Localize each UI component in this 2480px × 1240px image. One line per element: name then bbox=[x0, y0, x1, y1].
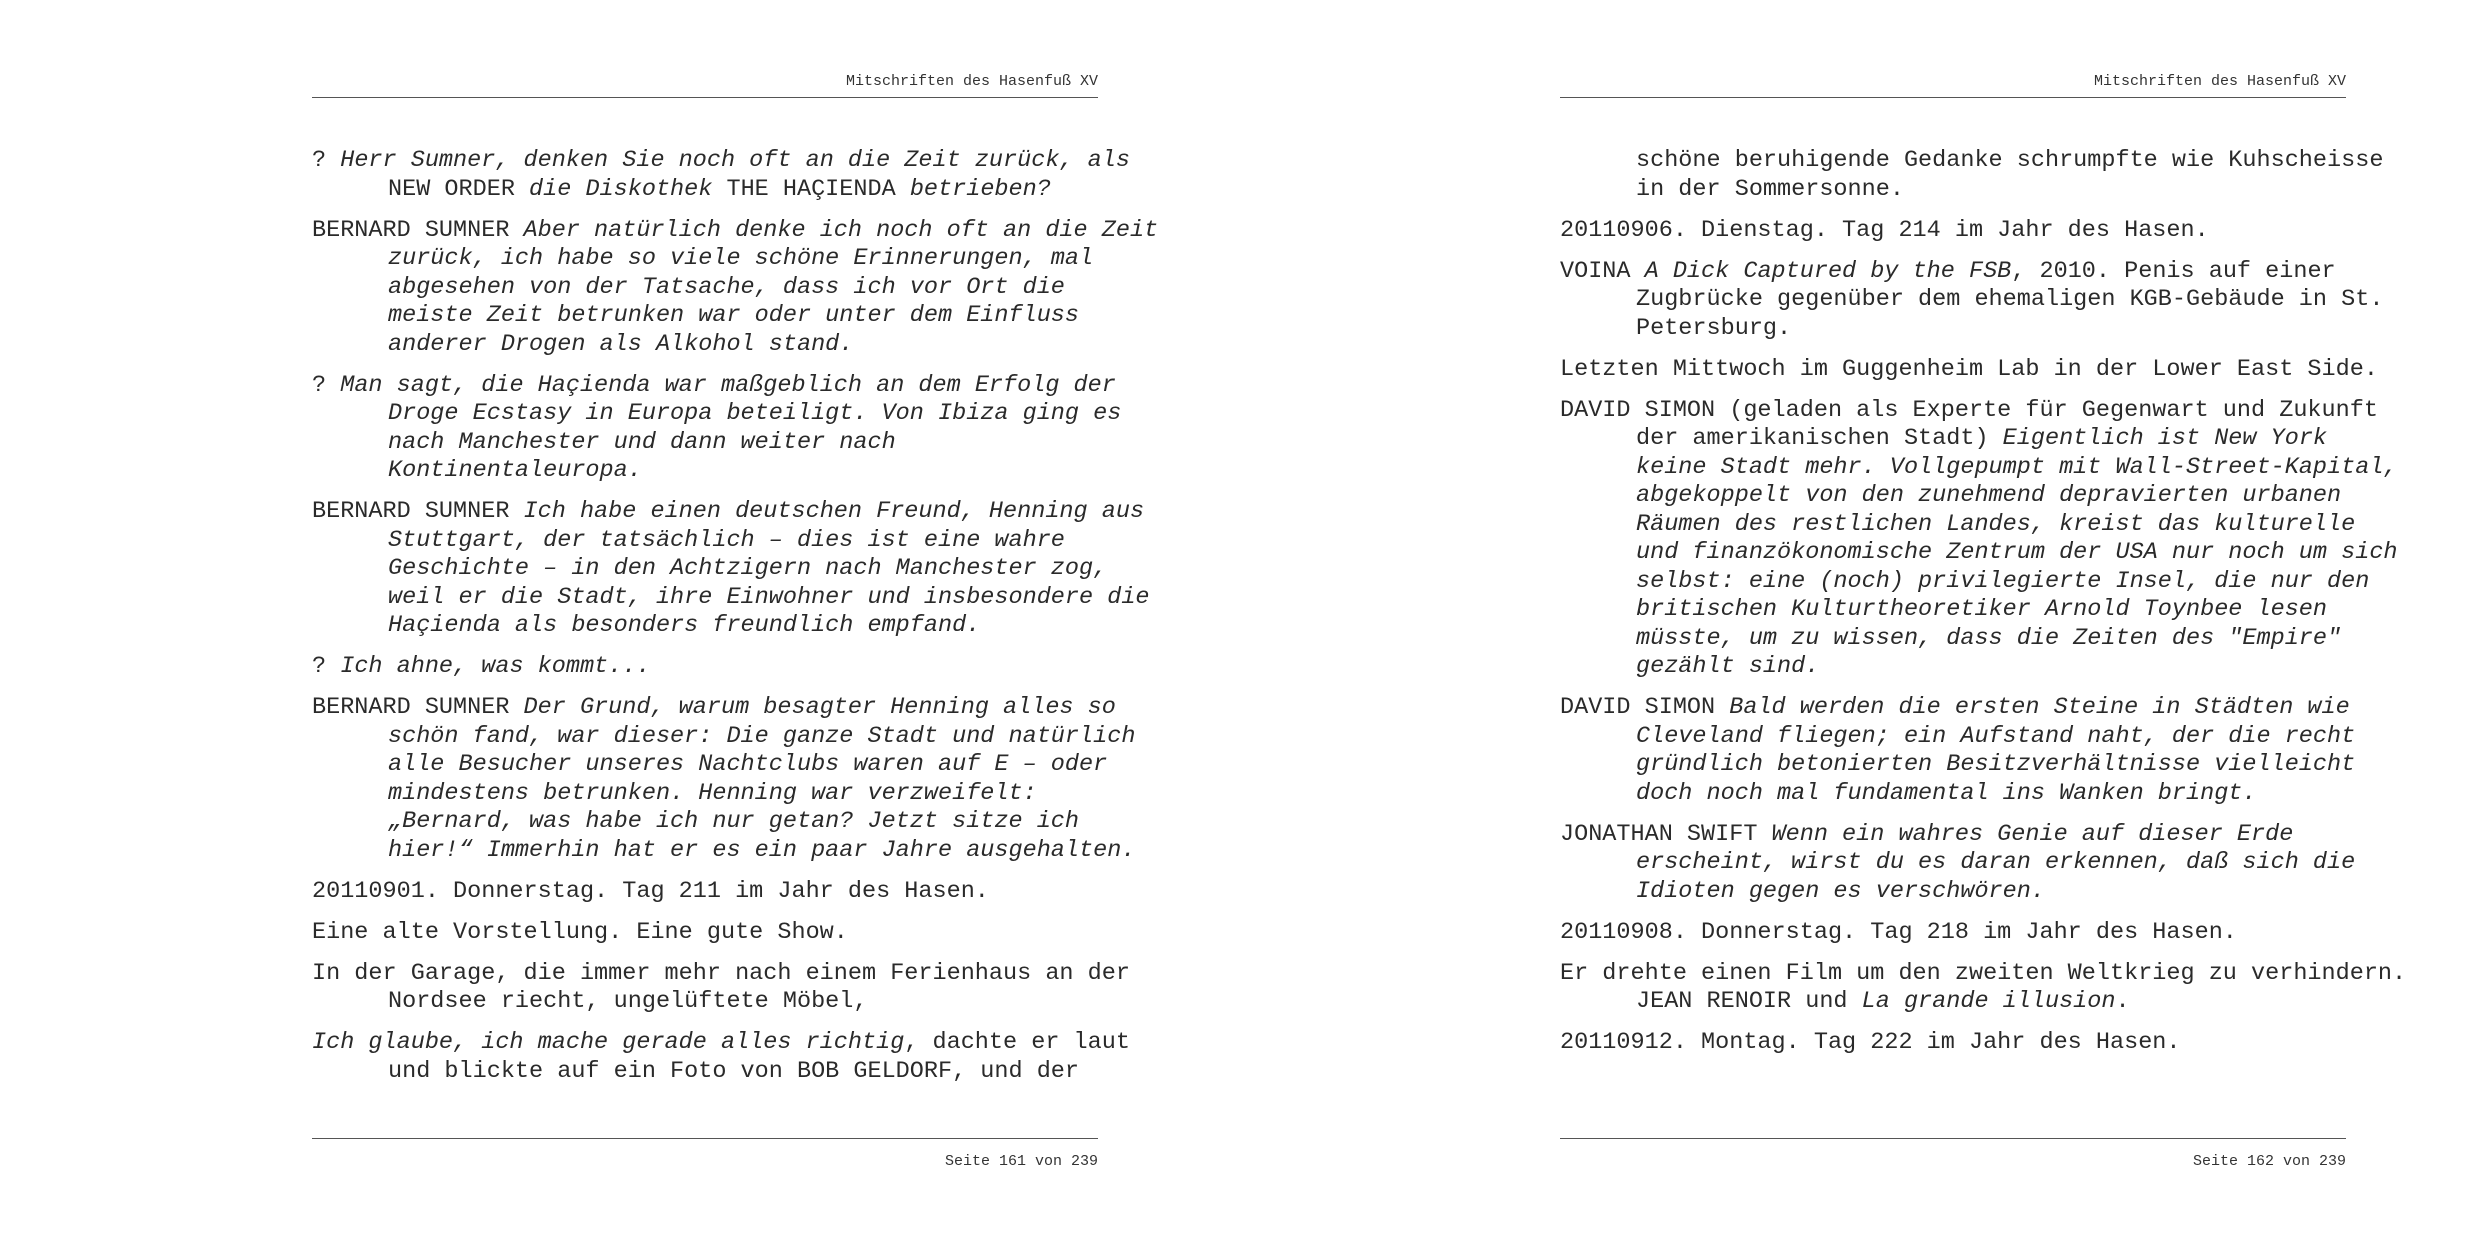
text-line bbox=[388, 429, 1102, 458]
text-line bbox=[1560, 1029, 2350, 1058]
text-line bbox=[1636, 510, 2356, 540]
italic-text: mindestens betrunken. Henning war verzweifelt: bbox=[388, 779, 1037, 807]
text-run: JONATHAN SWIFT bbox=[1560, 820, 1772, 848]
text-line bbox=[1636, 453, 2398, 483]
italic-text: Aber natürlich denke ich noch oft an die Zeit bbox=[523, 216, 1159, 244]
italic-text: und finanzökonomische Zentrum der USA nur noch um sich bbox=[1636, 539, 2398, 566]
text-line bbox=[388, 780, 1102, 809]
text-run: In der Garage, die immer mehr nach einem Ferienhaus an der bbox=[312, 959, 1130, 987]
text-run: NEW ORDER bbox=[388, 175, 530, 203]
text-line bbox=[312, 147, 1130, 176]
page-body bbox=[312, 147, 1159, 1099]
text-line bbox=[1636, 722, 2356, 752]
italic-text: abgekoppelt von den zunehmend depravierten urbanen bbox=[1636, 482, 2342, 509]
text-line bbox=[1560, 694, 2350, 723]
text-run: DAVID SIMON bbox=[1560, 694, 1730, 721]
text-line bbox=[388, 808, 1102, 837]
text-line bbox=[1560, 257, 2350, 287]
italic-text: Droge Ecstasy in Europa beteiligt. Von Ibiza ging es bbox=[388, 400, 1122, 427]
text-line bbox=[1560, 820, 2350, 850]
italic-text: nach Manchester und dann weiter nach bbox=[388, 428, 896, 456]
footer-rule bbox=[1560, 1138, 2346, 1139]
text-line bbox=[388, 555, 1108, 584]
italic-text: La grande illusion bbox=[1861, 988, 2116, 1015]
paragraph bbox=[312, 147, 1130, 204]
italic-text: selbst: eine (noch) privilegierte Insel, die nur den bbox=[1636, 567, 2370, 595]
text-line bbox=[388, 612, 1102, 641]
header-rule bbox=[312, 97, 1098, 98]
text-run: BERNARD SUMNER bbox=[312, 498, 524, 525]
page-body bbox=[1560, 147, 2407, 1070]
text-line bbox=[1636, 596, 2350, 625]
italic-text: gezählt sind. bbox=[1636, 653, 1820, 680]
paragraph bbox=[312, 878, 1102, 907]
text-line bbox=[388, 331, 1102, 360]
italic-text: anderer Drogen als Alkohol stand. bbox=[388, 330, 854, 358]
text-line bbox=[388, 583, 1150, 613]
paragraph bbox=[312, 694, 1136, 865]
text-line bbox=[312, 877, 1102, 907]
italic-text: britischen Kulturtheoretiker Arnold Toynbee lesen bbox=[1636, 596, 2328, 623]
italic-text: keine Stadt mehr. Vollgepumpt mit Wall-Street-Kapital, bbox=[1636, 453, 2398, 481]
italic-text: Eigentlich ist New York bbox=[2002, 425, 2328, 452]
italic-text: Herr Sumner, denken Sie noch oft an die Zeit zurück, als bbox=[340, 147, 1130, 174]
text-line bbox=[312, 653, 1102, 682]
text-run: BERNARD SUMNER bbox=[312, 694, 524, 721]
text-run: Nordsee riecht, ungelüftete Möbel, bbox=[388, 988, 868, 1015]
paragraph bbox=[312, 919, 1102, 948]
paragraph bbox=[1560, 396, 2398, 682]
text-run: THE HAÇIENDA bbox=[726, 175, 910, 203]
italic-text: gründlich betonierten Besitzverhältnisse vielleicht bbox=[1636, 751, 2356, 778]
text-run: ? bbox=[312, 371, 341, 399]
text-run: ? bbox=[312, 653, 341, 680]
paragraph bbox=[1560, 820, 2356, 907]
text-line bbox=[1636, 567, 2370, 597]
text-line bbox=[388, 245, 1102, 274]
text-line bbox=[1636, 625, 2350, 654]
paragraph bbox=[1560, 694, 2356, 808]
text-line bbox=[388, 302, 1102, 331]
text-line bbox=[1636, 988, 2350, 1017]
text-run: BERNARD SUMNER bbox=[312, 216, 524, 244]
text-line bbox=[388, 722, 1136, 752]
italic-text: Man sagt, die Haçienda war maßgeblich an dem Erfolg der bbox=[340, 371, 1116, 399]
text-line bbox=[1636, 315, 2350, 344]
italic-text: die Diskothek bbox=[529, 175, 727, 203]
italic-text: Stuttgart, der tatsächlich – dies ist eine wahre bbox=[388, 526, 1065, 554]
text-line bbox=[1560, 959, 2407, 989]
paragraph bbox=[312, 216, 1159, 360]
italic-text: müsste, um zu wissen, dass die Zeiten des "Empire" bbox=[1636, 624, 2342, 652]
italic-text: abgesehen von der Tatsache, dass ich vor Ort die bbox=[388, 273, 1065, 301]
paragraph bbox=[312, 498, 1150, 641]
text-run: in der Sommersonne. bbox=[1636, 175, 1904, 203]
text-line bbox=[1636, 539, 2398, 568]
text-run: . bbox=[2115, 988, 2130, 1015]
text-run: Zugbrücke gegenüber dem ehemaligen KGB-Gebäude in St. bbox=[1636, 286, 2384, 313]
italic-text: Ich habe einen deutschen Freund, Henning aus bbox=[523, 498, 1145, 525]
text-line bbox=[312, 959, 1130, 989]
paragraph bbox=[1560, 959, 2407, 1017]
text-run: , 2010. Penis auf einer bbox=[2011, 257, 2336, 285]
text-line bbox=[1636, 751, 2356, 780]
paragraph bbox=[312, 959, 1130, 1017]
italic-text: Ich glaube, ich mache gerade alles richtig bbox=[312, 1029, 905, 1056]
text-run: 20110912. Montag. Tag 222 im Jahr des Hasen. bbox=[1560, 1029, 2181, 1056]
italic-text: Der Grund, warum besagter Henning alles so bbox=[523, 694, 1116, 721]
paragraph bbox=[1560, 257, 2384, 344]
text-run: Eine alte Vorstellung. Eine gute Show. bbox=[312, 918, 848, 946]
footer-rule bbox=[312, 1138, 1098, 1139]
text-line bbox=[312, 371, 1116, 401]
text-line bbox=[388, 751, 1108, 780]
text-run: der amerikanischen Stadt) bbox=[1636, 425, 2003, 452]
italic-text: Wenn ein wahres Genie auf dieser Erde bbox=[1771, 820, 2294, 848]
text-line bbox=[388, 1058, 1102, 1087]
italic-text: Bald werden die ersten Steine in Städten wie bbox=[1729, 694, 2350, 721]
text-run: 20110901. Donnerstag. Tag 211 im Jahr des Hasen. bbox=[312, 877, 989, 905]
italic-text: weil er die Stadt, ihre Einwohner und insbesondere die bbox=[388, 583, 1150, 611]
text-line bbox=[1636, 147, 2384, 176]
italic-text: doch noch mal fundamental ins Wanken bringt. bbox=[1636, 779, 2257, 807]
paragraph bbox=[1560, 919, 2350, 948]
text-line bbox=[1560, 396, 2378, 426]
paragraph bbox=[1560, 147, 2384, 204]
page-number: Seite 162 von 239 bbox=[2192, 1153, 2346, 1170]
text-line bbox=[388, 527, 1102, 556]
text-line bbox=[388, 176, 1102, 205]
text-line bbox=[388, 836, 1136, 866]
italic-text: Haçienda als besonders freundlich empfand. bbox=[388, 612, 981, 639]
paragraph bbox=[1560, 1029, 2350, 1058]
text-run: schöne beruhigende Gedanke schrumpfte wie Kuhscheisse bbox=[1636, 147, 2384, 174]
paragraph bbox=[312, 371, 1122, 486]
italic-text: A Dick Captured by the FSB bbox=[1644, 257, 2012, 285]
text-line bbox=[388, 988, 1102, 1017]
text-run: Er drehte einen Film um den zweiten Weltkrieg zu verhindern. bbox=[1560, 959, 2407, 987]
italic-text: „Bernard, was habe ich nur getan? Jetzt sitze ich bbox=[388, 808, 1080, 835]
italic-text: betrieben? bbox=[909, 175, 1051, 203]
running-header: Mitschriften des Hasenfuß XV bbox=[845, 73, 1098, 90]
text-run: 20110906. Dienstag. Tag 214 im Jahr des Hasen. bbox=[1560, 216, 2209, 244]
paragraph bbox=[312, 1029, 1130, 1086]
text-line bbox=[1636, 653, 2350, 682]
text-line bbox=[388, 457, 1102, 486]
text-line bbox=[1636, 482, 2350, 511]
italic-text: Idioten gegen es verschwören. bbox=[1636, 877, 2045, 905]
running-header: Mitschriften des Hasenfuß XV bbox=[2093, 73, 2346, 90]
text-line bbox=[388, 274, 1102, 303]
paragraph bbox=[312, 653, 1102, 682]
text-line bbox=[1636, 176, 2350, 205]
text-line bbox=[1560, 216, 2350, 246]
italic-text: Räumen des restlichen Landes, kreist das kulturelle bbox=[1636, 510, 2356, 538]
text-run: und blickte auf ein Foto von BOB GELDORF, und der bbox=[388, 1057, 1080, 1085]
italic-text: Geschichte – in den Achtzigern nach Manchester zog, bbox=[388, 555, 1108, 582]
text-line bbox=[1560, 355, 2378, 385]
text-run: JEAN RENOIR und bbox=[1636, 988, 1862, 1015]
italic-text: Cleveland fliegen; ein Aufstand naht, der die recht bbox=[1636, 722, 2356, 750]
paragraph bbox=[1560, 355, 2378, 385]
text-run: , dachte er laut bbox=[904, 1029, 1130, 1056]
text-line bbox=[312, 694, 1116, 723]
text-run: Letzten Mittwoch im Guggenheim Lab in der Lower East Side. bbox=[1560, 355, 2378, 383]
italic-text: Ich ahne, was kommt... bbox=[340, 653, 651, 680]
text-line bbox=[1636, 425, 2350, 454]
text-line bbox=[312, 1029, 1130, 1058]
text-line bbox=[312, 498, 1145, 527]
italic-text: schön fand, war dieser: Die ganze Stadt und natürlich bbox=[388, 722, 1136, 750]
text-line bbox=[1636, 286, 2384, 315]
page-number: Seite 161 von 239 bbox=[944, 1153, 1098, 1170]
page-right bbox=[1560, 0, 2407, 1240]
text-line bbox=[312, 216, 1159, 246]
text-run: DAVID SIMON (geladen als Experte für Gegenwart und Zukunft bbox=[1560, 396, 2378, 424]
italic-text: hier!“ Immerhin hat er es ein paar Jahre ausgehalten. bbox=[388, 836, 1136, 864]
header-rule bbox=[1560, 97, 2346, 98]
text-line bbox=[388, 400, 1122, 429]
text-line bbox=[1560, 918, 2350, 948]
italic-text: erscheint, wirst du es daran erkennen, daß sich die bbox=[1636, 849, 2356, 876]
text-line bbox=[312, 918, 1102, 948]
text-line bbox=[1636, 780, 2350, 809]
italic-text: alle Besucher unseres Nachtclubs waren auf E – oder bbox=[388, 751, 1108, 778]
italic-text: Kontinentaleuropa. bbox=[388, 457, 642, 484]
paragraph bbox=[1560, 217, 2350, 246]
text-run: ? bbox=[312, 147, 341, 174]
text-line bbox=[1636, 849, 2356, 878]
text-line bbox=[1636, 878, 2350, 907]
italic-text: meiste Zeit betrunken war oder unter dem Einfluss bbox=[388, 302, 1080, 329]
text-run: VOINA bbox=[1560, 257, 1645, 285]
italic-text: zurück, ich habe so viele schöne Erinnerungen, mal bbox=[388, 245, 1094, 272]
text-run: 20110908. Donnerstag. Tag 218 im Jahr des Hasen. bbox=[1560, 918, 2237, 946]
text-run: Petersburg. bbox=[1636, 314, 1792, 342]
page-left bbox=[312, 0, 1159, 1240]
